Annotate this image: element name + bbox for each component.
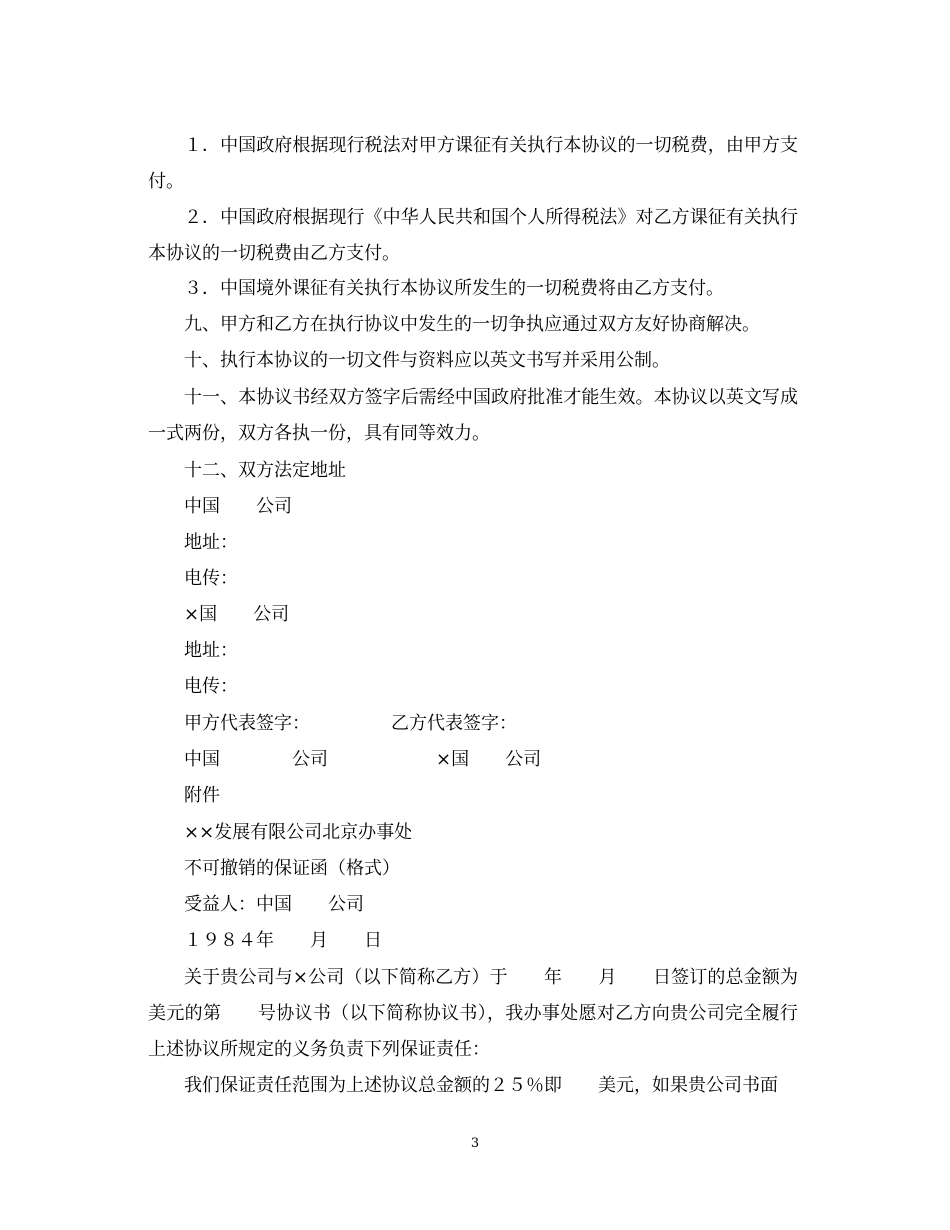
page-number: 3 <box>470 1136 480 1151</box>
paragraph-tax-3: ３．中国境外课征有关执行本协议所发生的一切税费将由乙方支付。 <box>184 278 724 299</box>
guarantee-paragraph-2: 我们保证责任范围为上述协议总金额的２５％即 美元，如果贵公司书面 <box>184 1075 778 1096</box>
attachment-heading: 附件 <box>184 785 220 806</box>
paragraph-clause-10: 十、执行本协议的一切文件与资料应以英文书写并采用公制。 <box>184 350 670 371</box>
party-a-address: 地址： <box>184 532 238 553</box>
paragraph-tax-2: ２．中国政府根据现行《中华人民共和国个人所得税法》对乙方课征有关执行本协议的一切税费由乙方支付。 <box>148 207 798 264</box>
party-a-telex: 电传： <box>184 568 238 589</box>
paragraph-tax-1: １．中国政府根据现行税法对甲方课征有关执行本协议的一切税费，由甲方支付。 <box>148 135 798 192</box>
beneficiary-line: 受益人：中国 公司 <box>184 894 364 915</box>
issuer-name: ××发展有限公司北京办事处 <box>184 822 413 843</box>
paragraph-clause-9: 九、甲方和乙方在执行协议中发生的一切争执应通过双方友好协商解决。 <box>184 314 760 335</box>
party-b-address: 地址： <box>184 640 238 661</box>
signature-line: 甲方代表签字： 乙方代表签字： <box>184 713 517 734</box>
party-b-company: ×国 公司 <box>184 604 290 625</box>
guarantee-title: 不可撤销的保证函（格式） <box>184 858 400 879</box>
date-line: １９８４年 月 日 <box>184 930 382 951</box>
paragraph-clause-12: 十二、双方法定地址 <box>184 460 346 481</box>
paragraph-clause-11: 十一、本协议书经双方签字后需经中国政府批准才能生效。本协议以英文写成一式两份，双方各执一份，具有同等效力。 <box>148 387 798 444</box>
signature-companies: 中国 公司 ×国 公司 <box>184 749 542 770</box>
party-b-telex: 电传： <box>184 676 238 697</box>
guarantee-paragraph-1: 关于贵公司与×公司（以下简称乙方）于 年 月 日签订的总金额为 美元的第 号协议书（以下简称协议书），我办事处愿对乙方向贵公司完全履行上述协议所规定的义务负责下列保证责任： <box>148 967 834 1060</box>
party-a-company: 中国 公司 <box>184 496 292 517</box>
